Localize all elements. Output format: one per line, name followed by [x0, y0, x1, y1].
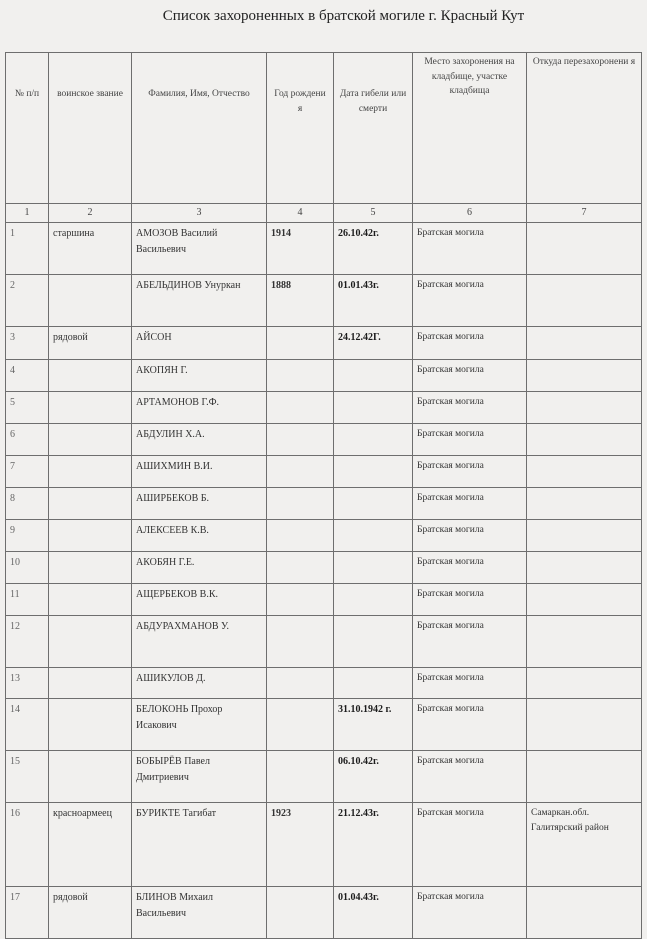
military-rank-cell: рядовой — [49, 327, 132, 360]
reburied-from-cell — [527, 360, 642, 392]
full-name-cell: АШИРБЕКОВ Б. — [132, 488, 267, 520]
row-number-cell: 13 — [6, 668, 49, 699]
column-number: 2 — [49, 204, 132, 223]
full-name-cell: АМОЗОВ Василий Васильевич — [132, 223, 267, 275]
reburied-from-cell: Самаркан.обл. Галитярский район — [527, 803, 642, 887]
reburied-from-cell — [527, 584, 642, 616]
military-rank-cell — [49, 456, 132, 488]
document-title: Список захороненных в братской могиле г. Красный Кут — [162, 8, 525, 24]
header-cell-rank: воинское звание — [49, 53, 132, 204]
burial-place-cell: Братская могила — [413, 392, 527, 424]
full-name-cell: БЛИНОВ Михаил Васильевич — [132, 887, 267, 939]
column-number: 5 — [334, 204, 413, 223]
full-name-cell: АБДУРАХМАНОВ У. — [132, 616, 267, 668]
birth-year-cell — [267, 520, 334, 552]
table-row — [6, 488, 642, 520]
birth-year-cell: 1923 — [267, 803, 334, 887]
row-number-cell: 6 — [6, 424, 49, 456]
header-cell-number: № п/п — [6, 53, 49, 204]
full-name-cell: АКОПЯН Г. — [132, 360, 267, 392]
table-row — [6, 552, 642, 584]
header-cell-burial-place: Место захоронения на кладбище, участке кладбища — [413, 53, 527, 204]
header-cell-birth-year: Год рождени я — [267, 53, 334, 204]
death-date-cell — [334, 616, 413, 668]
reburied-from-cell — [527, 552, 642, 584]
reburied-from-cell — [527, 456, 642, 488]
row-number-cell: 12 — [6, 616, 49, 668]
full-name-cell: БУРИКТЕ Тагибат — [132, 803, 267, 887]
table-row — [6, 668, 642, 699]
column-number-row — [6, 204, 642, 223]
reburied-from-cell — [527, 424, 642, 456]
full-name-cell: АРТАМОНОВ Г.Ф. — [132, 392, 267, 424]
birth-year-cell — [267, 887, 334, 939]
burial-place-cell: Братская могила — [413, 803, 527, 887]
birth-year-cell — [267, 392, 334, 424]
military-rank-cell — [49, 520, 132, 552]
military-rank-cell — [49, 699, 132, 751]
military-rank-cell: красноармеец — [49, 803, 132, 887]
military-rank-cell — [49, 424, 132, 456]
death-date-cell: 01.01.43г. — [334, 275, 413, 327]
military-rank-cell — [49, 668, 132, 699]
header-cell-death-date: Дата гибели или смерти — [334, 53, 413, 204]
military-rank-cell — [49, 275, 132, 327]
table-row — [6, 424, 642, 456]
table-row — [6, 584, 642, 616]
military-rank-cell — [49, 552, 132, 584]
birth-year-cell — [267, 360, 334, 392]
birth-year-cell — [267, 668, 334, 699]
death-date-cell: 06.10.42г. — [334, 751, 413, 803]
birth-year-cell — [267, 424, 334, 456]
burial-place-cell: Братская могила — [413, 616, 527, 668]
table-row — [6, 327, 642, 360]
birth-year-cell — [267, 552, 334, 584]
burial-place-cell: Братская могила — [413, 751, 527, 803]
military-rank-cell — [49, 584, 132, 616]
burial-place-cell: Братская могила — [413, 520, 527, 552]
death-date-cell — [334, 584, 413, 616]
reburied-from-cell — [527, 327, 642, 360]
column-number: 1 — [6, 204, 49, 223]
reburied-from-cell — [527, 223, 642, 275]
reburied-from-cell — [527, 392, 642, 424]
row-number-cell: 16 — [6, 803, 49, 887]
full-name-cell: АКОБЯН Г.Е. — [132, 552, 267, 584]
table-row — [6, 887, 642, 939]
column-number: 4 — [267, 204, 334, 223]
column-number: 6 — [413, 204, 527, 223]
row-number-cell: 14 — [6, 699, 49, 751]
row-number-cell: 2 — [6, 275, 49, 327]
burial-place-cell: Братская могила — [413, 360, 527, 392]
burial-place-cell: Братская могила — [413, 327, 527, 360]
table-row — [6, 223, 642, 275]
reburied-from-cell — [527, 887, 642, 939]
table-row — [6, 616, 642, 668]
row-number-cell: 15 — [6, 751, 49, 803]
table-row — [6, 803, 642, 887]
death-date-cell — [334, 488, 413, 520]
military-rank-cell — [49, 392, 132, 424]
burial-place-cell: Братская могила — [413, 584, 527, 616]
table-header — [6, 53, 642, 223]
full-name-cell: АЛЕКСЕЕВ К.В. — [132, 520, 267, 552]
full-name-cell: АШИХМИН В.И. — [132, 456, 267, 488]
burial-place-cell: Братская могила — [413, 552, 527, 584]
table-row — [6, 699, 642, 751]
row-number-cell: 3 — [6, 327, 49, 360]
row-number-cell: 9 — [6, 520, 49, 552]
table-row — [6, 360, 642, 392]
reburied-from-cell — [527, 751, 642, 803]
death-date-cell: 01.04.43г. — [334, 887, 413, 939]
death-date-cell: 31.10.1942 г. — [334, 699, 413, 751]
death-date-cell: 26.10.42г. — [334, 223, 413, 275]
reburied-from-cell — [527, 699, 642, 751]
header-cell-reburied-from: Откуда перезахоронени я — [527, 53, 642, 204]
row-number-cell: 10 — [6, 552, 49, 584]
burial-place-cell: Братская могила — [413, 668, 527, 699]
birth-year-cell — [267, 327, 334, 360]
full-name-cell: АЙСОН — [132, 327, 267, 360]
death-date-cell — [334, 424, 413, 456]
burial-place-cell: Братская могила — [413, 699, 527, 751]
table-row — [6, 275, 642, 327]
military-rank-cell — [49, 616, 132, 668]
reburied-from-cell — [527, 520, 642, 552]
full-name-cell: АШИКУЛОВ Д. — [132, 668, 267, 699]
header-row — [6, 53, 642, 204]
row-number-cell: 7 — [6, 456, 49, 488]
burial-place-cell: Братская могила — [413, 456, 527, 488]
birth-year-cell — [267, 456, 334, 488]
birth-year-cell — [267, 616, 334, 668]
full-name-cell: БОБЫРЁВ Павел Дмитриевич — [132, 751, 267, 803]
table-row — [6, 520, 642, 552]
table-body — [6, 223, 642, 939]
birth-year-cell — [267, 751, 334, 803]
death-date-cell — [334, 392, 413, 424]
full-name-cell: БЕЛОКОНЬ Прохор Исакович — [132, 699, 267, 751]
table-row — [6, 751, 642, 803]
row-number-cell: 4 — [6, 360, 49, 392]
table-row — [6, 456, 642, 488]
burial-place-cell: Братская могила — [413, 488, 527, 520]
military-rank-cell — [49, 488, 132, 520]
row-number-cell: 11 — [6, 584, 49, 616]
column-number: 7 — [527, 204, 642, 223]
row-number-cell: 1 — [6, 223, 49, 275]
header-cell-name: Фамилия, Имя, Отчество — [132, 53, 267, 204]
military-rank-cell: старшина — [49, 223, 132, 275]
death-date-cell: 21.12.43г. — [334, 803, 413, 887]
row-number-cell: 5 — [6, 392, 49, 424]
death-date-cell — [334, 668, 413, 699]
burial-place-cell: Братская могила — [413, 424, 527, 456]
reburied-from-cell — [527, 616, 642, 668]
birth-year-cell — [267, 699, 334, 751]
burial-place-cell: Братская могила — [413, 223, 527, 275]
death-date-cell — [334, 552, 413, 584]
burial-place-cell: Братская могила — [413, 275, 527, 327]
military-rank-cell — [49, 360, 132, 392]
military-rank-cell: рядовой — [49, 887, 132, 939]
birth-year-cell: 1914 — [267, 223, 334, 275]
column-number: 3 — [132, 204, 267, 223]
reburied-from-cell — [527, 275, 642, 327]
birth-year-cell — [267, 584, 334, 616]
table-row — [6, 392, 642, 424]
row-number-cell: 17 — [6, 887, 49, 939]
death-date-cell — [334, 360, 413, 392]
reburied-from-cell — [527, 488, 642, 520]
burial-table — [5, 52, 642, 939]
death-date-cell: 24.12.42Г. — [334, 327, 413, 360]
reburied-from-cell — [527, 668, 642, 699]
death-date-cell — [334, 456, 413, 488]
full-name-cell: АБДУЛИН Х.А. — [132, 424, 267, 456]
burial-place-cell: Братская могила — [413, 887, 527, 939]
death-date-cell — [334, 520, 413, 552]
birth-year-cell: 1888 — [267, 275, 334, 327]
military-rank-cell — [49, 751, 132, 803]
full-name-cell: АЩЕРБЕКОВ В.К. — [132, 584, 267, 616]
row-number-cell: 8 — [6, 488, 49, 520]
full-name-cell: АБЕЛЬДИНОВ Унуркан — [132, 275, 267, 327]
birth-year-cell — [267, 488, 334, 520]
